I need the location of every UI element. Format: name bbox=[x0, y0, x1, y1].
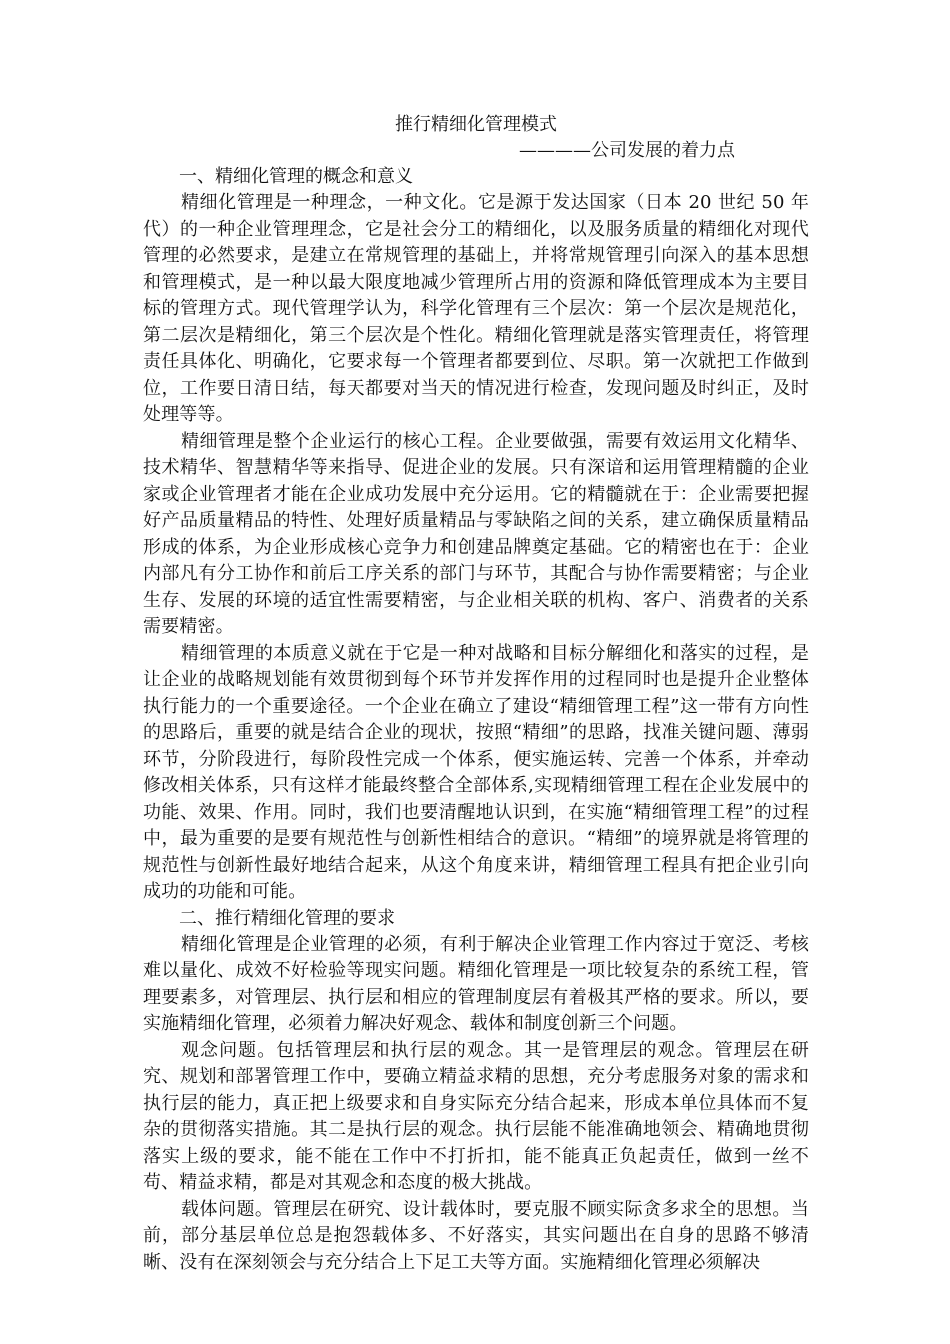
paragraph: 精细化管理是企业管理的必须，有利于解决企业管理工作内容过于宽泛、考核难以量化、成效不好检验等现实问题。精细化管理是一项比较复杂的系统工程，管理要素多，对管理层、执行层和相应的管理制度层有着极其严格的要求。所以，要实施精细化管理，必须着力解决好观念、载体和制度创新三个问题。 bbox=[143, 933, 809, 1034]
document-subtitle: ————公司发展的着力点 bbox=[519, 140, 735, 161]
section-heading-requirements: 二、推行精细化管理的要求 bbox=[179, 907, 395, 929]
document-title: 推行精细化管理模式 bbox=[395, 114, 557, 135]
paragraph: 精细化管理是一种理念，一种文化。它是源于发达国家（日本 20 世纪 50 年代）的一种企业管理理念，它是社会分工的精细化，以及服务质量的精细化对现代管理的必然要求，是建立在常规管理的基础上，并将常规管理引向深入的基本思想和管理模式，是一种以最大限度地减少管理所占用的资源和降低管理成本为主要目标的管理方式。现代管理学认为，科学化管理有三个层次：第一个层次是规范化，第二层次是精细化，第三个层次是个性化。精细化管理就是落实管理责任，将管理责任具体化、明确化，它要求每一个管理者都要到位、尽职。第一次就把工作做到位，工作要日清日结，每天都要对当天的情况进行检查，发现问题及时纠正，及时处理等等。 bbox=[143, 192, 809, 425]
document-body bbox=[143, 112, 809, 1276]
section-heading-concept: 一、精细化管理的概念和意义 bbox=[179, 166, 413, 187]
paragraph: 载体问题。管理层在研究、设计载体时，要克服不顾实际贪多求全的思想。当前，部分基层单位总是抱怨载体多、不好落实，其实问题出在自身的思路不够清晰、没有在深刻领会与充分结合上下足工夫等方面。实施精细化管理必须解决 bbox=[143, 1198, 809, 1273]
paragraph: 观念问题。包括管理层和执行层的观念。其一是管理层的观念。管理层在研究、规划和部署管理工作中，要确立精益求精的思想，充分考虑服务对象的需求和执行层的能力，真正把上级要求和自身实际充分结合起来，形成本单位具体而不复杂的贯彻落实措施。其二是执行层的观念。执行层能不能准确地领会、精确地贯彻落实上级的要求，能不能在工作中不打折扣，能不能真正负起责任，做到一丝不苟、精益求精，都是对其观念和态度的极大挑战。 bbox=[143, 1039, 809, 1193]
paragraph: 精细管理是整个企业运行的核心工程。企业要做强，需要有效运用文化精华、技术精华、智慧精华等来指导、促进企业的发展。只有深谙和运用管理精髓的企业家或企业管理者才能在企业成功发展中充分运用。它的精髓就在于：企业需要把握好产品质量精品的特性、处理好质量精品与零缺陷之间的关系，建立确保质量精品形成的体系，为企业形成核心竞争力和创建品牌奠定基础。它的精密也在于：企业内部凡有分工协作和前后工序关系的部门与环节，其配合与协作需要精密；与企业生存、发展的环境的适宜性需要精密，与企业相关联的机构、客户、消费者的关系需要精密。 bbox=[143, 430, 809, 637]
paragraph: 精细管理的本质意义就在于它是一种对战略和目标分解细化和落实的过程，是让企业的战略规划能有效贯彻到每个环节并发挥作用的过程同时也是提升企业整体执行能力的一个重要途径。一个企业在确立了建设“精细管理工程”这一带有方向性的思路后，重要的就是结合企业的现状，按照“精细”的思路，找准关键问题、薄弱环节，分阶段进行，每阶段性完成一个体系，便实施运转、完善一个体系，并牵动修改相关体系，只有这样才能最终整合全部体系,实现精细管理工程在企业发展中的功能、效果、作用。同时，我们也要清醒地认识到，在实施“精细管理工程”的过程中，最为重要的是要有规范性与创新性相结合的意识。“精细”的境界就是将管理的规范性与创新性最好地结合起来，从这个角度来讲，精细管理工程具有把企业引向成功的功能和可能。 bbox=[143, 642, 809, 902]
